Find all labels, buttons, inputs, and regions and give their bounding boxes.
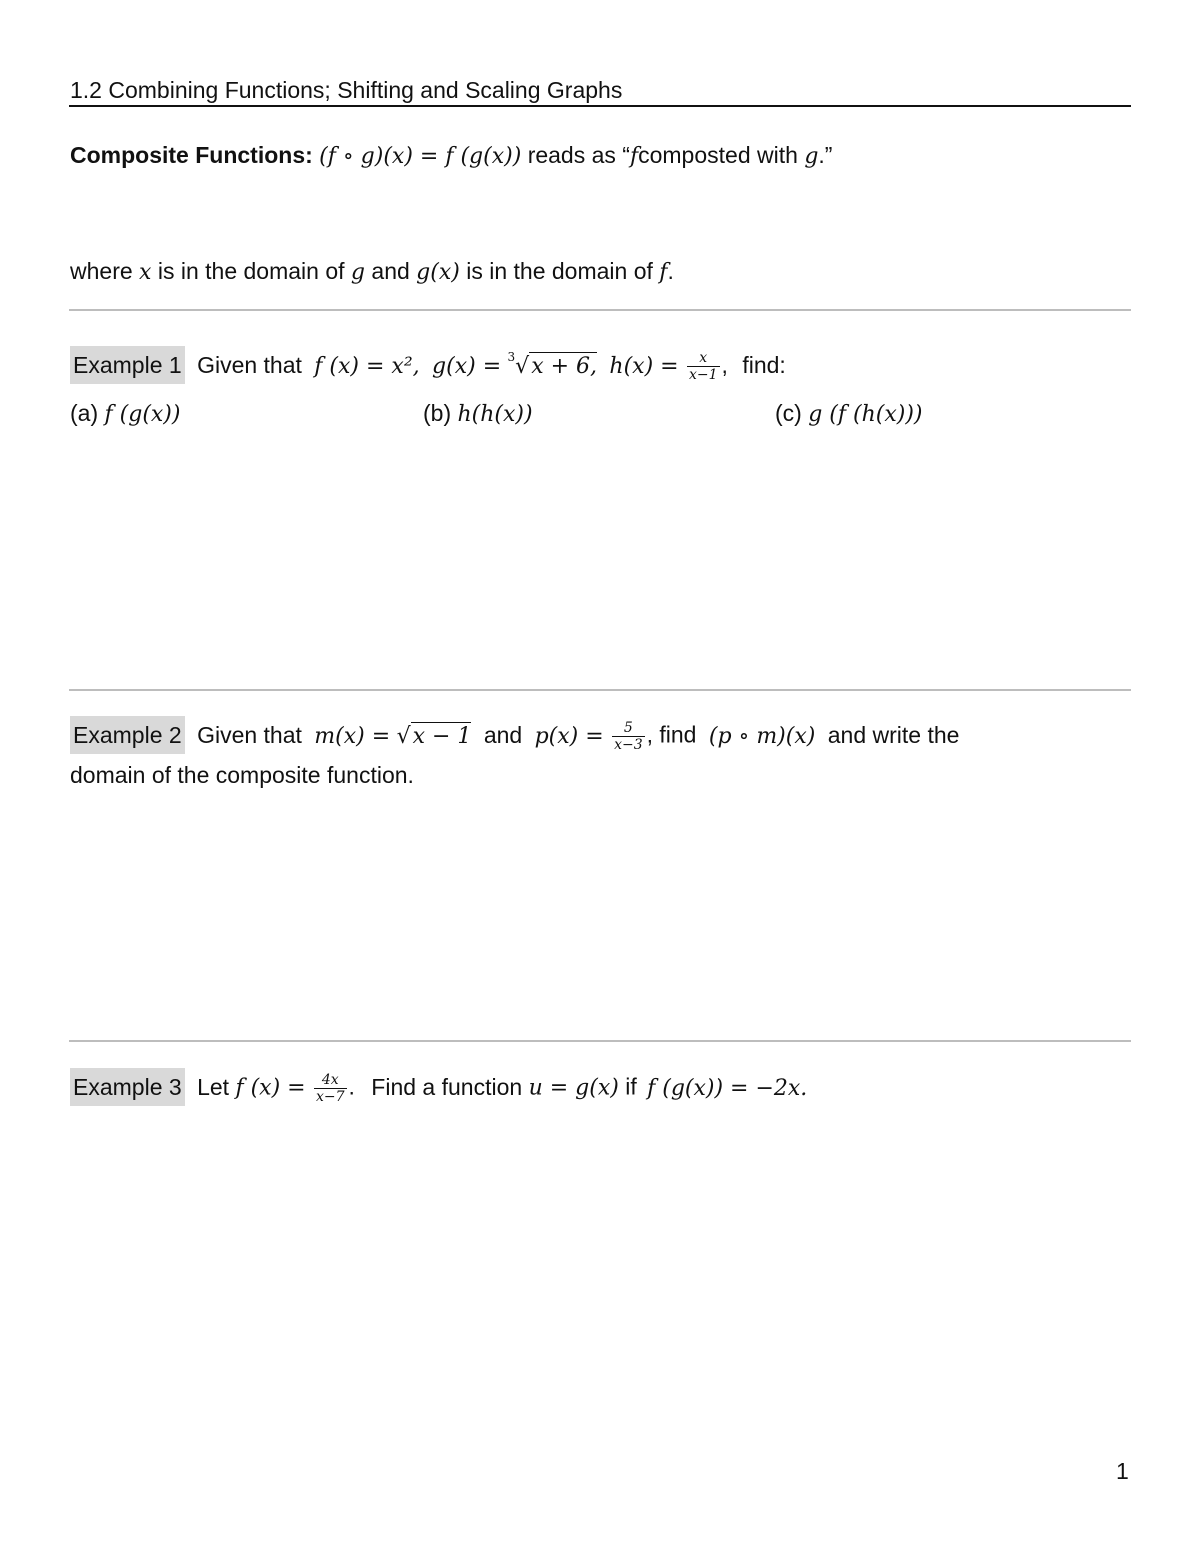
title-underline <box>69 105 1131 107</box>
page-title: 1.2 Combining Functions; Shifting and Scaling Graphs <box>70 77 623 103</box>
example1-label: Example 1 <box>70 346 185 384</box>
composite-definition <box>70 141 832 171</box>
example1-g-root: x + 6, <box>531 354 598 379</box>
page-number: 1 <box>1116 1458 1129 1484</box>
part-c-expression: g (f (h(x))) <box>808 402 923 427</box>
example1-statement: Example 1 Given that f (x) = x², g(x) = $^3$√x + 6, h(x) = $\frac{x}{x-1}$ , find: <box>70 343 786 383</box>
composite-end: .” <box>818 142 833 168</box>
example3-find: Find a function <box>371 1073 523 1100</box>
example3-label: Example 3 <box>70 1068 185 1106</box>
example2-rest: and write the <box>827 721 960 748</box>
domain-f: f <box>659 260 668 285</box>
example3-statement <box>70 1072 807 1105</box>
domain-text: . <box>667 258 674 284</box>
example3-f-def: f (x) = <box>235 1075 306 1101</box>
example2-p-def: p(x) = <box>534 723 604 749</box>
example3-u-def: u = g(x) <box>528 1075 619 1101</box>
example1-h-num: x <box>699 350 708 367</box>
example3-period: . <box>348 1073 355 1100</box>
domain-text: is in the domain of <box>151 258 351 284</box>
example1-comma: , <box>721 352 728 378</box>
part-c-label: (c) <box>775 400 802 426</box>
example3-f-num: 4x <box>321 1072 339 1088</box>
example1-given: Given that <box>197 352 302 378</box>
example1-part-a <box>70 399 180 429</box>
example3-f-den: x−7 <box>315 1089 345 1105</box>
domain-text: is in the domain of <box>459 258 660 284</box>
domain-g: g <box>350 260 366 285</box>
section-divider <box>69 309 1131 311</box>
part-a-expression: f (g(x)) <box>104 402 181 427</box>
section-divider <box>69 1040 1131 1042</box>
example1-part-b <box>423 399 533 429</box>
example2-line2: domain of the composite function. <box>70 762 414 788</box>
example1-find: find: <box>742 352 786 378</box>
example1-root-index: 3 <box>507 350 516 364</box>
section-divider <box>69 689 1131 691</box>
example3-let: Let <box>197 1073 230 1100</box>
example2-composite: (p ∘ m)(x) <box>708 723 816 749</box>
example2-p-fraction <box>612 720 645 753</box>
part-b-label: (b) <box>423 400 452 426</box>
part-a-label: (a) <box>70 400 99 426</box>
example1-h-fraction <box>687 350 720 383</box>
example2-p-num: 5 <box>623 720 633 736</box>
example1-h-def: h(x) = <box>609 354 679 379</box>
example3-condition: f (g(x)) = −2x. <box>647 1075 808 1101</box>
example2-and: and <box>483 721 523 748</box>
composite-reads-as: reads as “ <box>527 142 630 168</box>
example2-statement: Example 2 Given that m(x) = √x − 1 and p(x) = $\frac{5}{x-3}$ , find (p ∘ m)(x) and write the <box>70 720 959 753</box>
example2-m-def: m(x) = <box>314 723 391 749</box>
example2-p-den: x−3 <box>614 737 643 753</box>
composite-formula: (f ∘ g)(x) = f (g(x)) <box>319 144 522 169</box>
domain-text: and <box>365 258 417 284</box>
example2-comma: , <box>646 721 653 748</box>
example2-find: find <box>659 721 697 748</box>
composite-g: g <box>804 144 819 169</box>
example3-f-fraction <box>314 1072 347 1105</box>
part-b-expression: h(h(x)) <box>457 402 533 427</box>
example1-f-def: f (x) = x², <box>314 354 420 379</box>
composite-f: f <box>629 144 639 169</box>
example2-m-root: x − 1 <box>412 723 472 749</box>
domain-text: where <box>70 258 140 284</box>
example2-given: Given that <box>197 721 302 748</box>
composite-middle: composted with <box>638 142 805 168</box>
example1-g-def: g(x) = <box>432 354 502 379</box>
example2-label: Example 2 <box>70 716 185 754</box>
example1-part-c <box>775 399 923 429</box>
example1-h-den: x−1 <box>688 367 718 384</box>
example3-if: if <box>625 1073 637 1100</box>
domain-x: x <box>139 260 152 285</box>
composite-label: Composite Functions: <box>70 142 313 168</box>
domain-sentence <box>70 257 674 287</box>
domain-gx: g(x) <box>416 260 460 285</box>
